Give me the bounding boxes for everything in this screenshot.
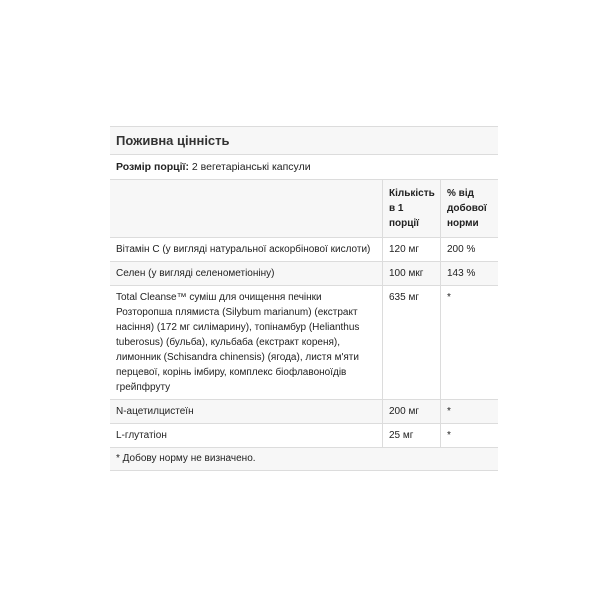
ingredient-name: L-глутатіон xyxy=(110,424,383,448)
ingredient-name: N-ацетилцистеїн xyxy=(110,400,383,424)
ingredient-amount: 635 мг xyxy=(383,286,441,400)
ingredient-amount: 25 мг xyxy=(383,424,441,448)
ingredient-name: Селен (у вигляді селенометіоніну) xyxy=(110,262,383,286)
panel-title: Поживна цінність xyxy=(110,127,498,155)
ingredient-daily-value: * xyxy=(441,424,499,448)
table-row xyxy=(110,424,498,448)
table-row xyxy=(110,262,498,286)
ingredient-daily-value: 200 % xyxy=(441,238,499,262)
serving-size xyxy=(110,155,498,180)
footnote: * Добову норму не визначено. xyxy=(110,447,498,470)
nutrition-facts-panel xyxy=(110,126,498,471)
ingredient-name: Вітамін С (у вигляді натуральної аскорбінової кислоти) xyxy=(110,238,383,262)
table-header-row xyxy=(110,180,498,238)
ingredient-daily-value: 143 % xyxy=(441,262,499,286)
table-row xyxy=(110,400,498,424)
ingredient-amount: 100 мкг xyxy=(383,262,441,286)
serving-size-value: 2 вегетаріанські капсули xyxy=(191,161,311,173)
ingredient-amount: 120 мг xyxy=(383,238,441,262)
serving-size-label: Розмір порції: xyxy=(116,161,189,173)
header-daily-value: % від добової норми xyxy=(441,180,499,238)
table-row xyxy=(110,286,498,400)
ingredient-daily-value: * xyxy=(441,400,499,424)
header-ingredient-cell xyxy=(110,180,383,238)
ingredient-daily-value: * xyxy=(441,286,499,400)
nutrition-table xyxy=(110,180,498,447)
header-amount: Кількість в 1 порції xyxy=(383,180,441,238)
table-row xyxy=(110,238,498,262)
ingredient-name: Total Cleanse™ суміш для очищення печінки Розторопша плямиста (Silybum marianum) (екстракт насіння) (172 мг силімарину), топінамбур (Helianthus tuberosus) (бульба), кульбаба (екстракт кореня), лимонник (Schisandra chinensis) (ягода), листя м'яти перцевої, корінь імбиру, комплекс біофлавоноїдів грейпфруту xyxy=(110,286,383,400)
ingredient-amount: 200 мг xyxy=(383,400,441,424)
